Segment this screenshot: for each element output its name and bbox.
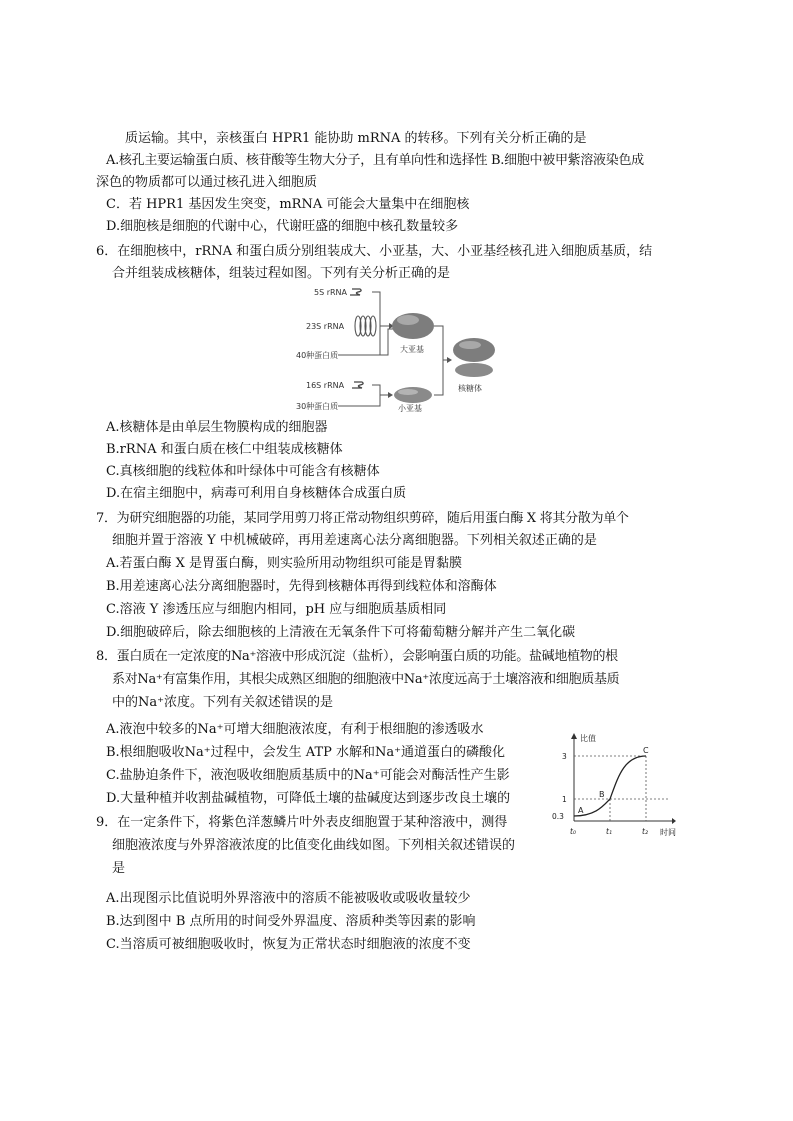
y-tick-label: 3 [562,752,567,761]
q7-option-c: C.溶液 Y 渗透压应与细胞内相同，pH 应与细胞质基质相同 [106,602,447,617]
q8-option-b: B.根细胞吸收Na⁺过程中，会发生 ATP 水解和Na⁺通道蛋白的磷酸化 [106,745,506,760]
y-tick-label: 1 [562,795,567,804]
label-23s-rrna: 23S rRNA [306,322,345,331]
q6-option-c: C.真核细胞的线粒体和叶绿体中可能含有核糖体 [106,464,380,479]
q5-stem-line: 质运输。其中，亲核蛋白 HPR1 能协助 mRNA 的转移。下列有关分析正确的是 [125,131,587,146]
x-axis-arrow-icon [672,818,676,824]
q8-stem-cont2: 中的Na⁺浓度。下列有关叙述错误的是 [112,695,333,710]
q9-option-b: B.达到图中 B 点所用的时间受外界温度、溶质种类等因素的影响 [106,914,476,929]
label-ribosome: 核糖体 [458,384,482,393]
q8-option-a: A.液泡中较多的Na⁺可增大细胞液浓度，有利于根细胞的渗透吸水 [106,722,484,737]
point-label-c: C [643,746,649,755]
q9-option-a: A.出现图示比值说明外界溶液中的溶质不能被吸收或吸收量较少 [106,891,471,906]
y-axis-label: 比值 [580,734,596,743]
q9-stem-cont: 细胞液浓度与外界溶液浓度的比值变化曲线如图。下列相关叙述错误的 [112,838,516,853]
q5-option-a-b: A.核孔主要运输蛋白质、核苷酸等生物大分子，且有单向性和选择性 B.细胞中被甲紫溶液染色成 [106,153,644,168]
point-label-a: A [578,806,584,815]
x-tick-label: t₀ [570,827,576,836]
ribosome-assembly-diagram [288,284,508,414]
q7-option-a: A.若蛋白酶 X 是胃蛋白酶，则实验所用动物组织可能是胃黏膜 [106,556,463,571]
rrna-23s-coil-icon [355,316,376,336]
rrna-5s-icon [350,289,361,295]
large-subunit-shape [392,313,434,339]
q7-stem-cont: 细胞并置于溶液 Y 中机械破碎，再用差速离心法分离细胞器。下列相关叙述正确的是 [112,533,597,548]
q7-option-d: D.细胞破碎后，除去细胞核的上清液在无氧条件下可将葡萄糖分解并产生二氧化碳 [106,625,576,640]
q6-option-b: B.rRNA 和蛋白质在核仁中组装成核糖体 [106,442,343,457]
q9-option-c: C.当溶质可被细胞吸收时，恢复为正常状态时细胞液的浓度不变 [106,937,471,952]
q5-option-c: C．若 HPR1 基因发生突变，mRNA 可能会大量集中在细胞核 [106,197,470,212]
label-16s-rrna: 16S rRNA [306,381,345,390]
q9-stem: 9．在一定条件下，将紫色洋葱鳞片叶外表皮细胞置于某种溶液中，测得 [96,815,508,830]
ratio-time-chart [548,728,688,838]
ribosome-shape [453,338,495,377]
q5-option-b-cont: 深色的物质都可以通过核孔进入细胞质 [96,175,318,190]
label-large-subunit: 大亚基 [400,345,424,354]
q8-option-c: C.盐胁迫条件下，液泡吸收细胞质基质中的Na⁺可能会对酶活性产生影 [106,768,510,783]
point-label-b: B [599,790,605,799]
x-tick-label: t₁ [606,827,612,836]
label-small-subunit: 小亚基 [398,404,422,413]
q6-option-d: D.在宿主细胞中，病毒可利用自身核糖体合成蛋白质 [106,486,407,501]
q5-option-d: D.细胞核是细胞的代谢中心，代谢旺盛的细胞中核孔数量较多 [106,219,459,234]
y-tick-label: 0.3 [552,812,564,821]
q7-option-b: B.用差速离心法分离细胞器时，先得到核糖体再得到线粒体和溶酶体 [106,579,497,594]
rrna-16s-icon [352,382,363,388]
label-30-proteins: 30种蛋白质 [296,402,339,411]
q6-stem-cont: 合并组装成核糖体，组装过程如图。下列有关分析正确的是 [112,266,451,281]
q6-stem: 6．在细胞核中，rRNA 和蛋白质分别组装成大、小亚基，大、小亚基经核孔进入细胞质基质，结 [96,244,653,259]
x-axis-label: 时间 [660,828,676,837]
label-40-proteins: 40种蛋白质 [296,351,339,360]
y-axis-arrow-icon [571,733,577,739]
label-5s-rrna: 5S rRNA [314,288,348,297]
x-tick-label: t₂ [642,827,648,836]
q8-option-d: D.大量种植并收割盐碱植物，可降低土壤的盐碱度达到逐步改良土壤的 [106,791,511,806]
q8-stem: 8．蛋白质在一定浓度的Na⁺溶液中形成沉淀（盐析），会影响蛋白质的功能。盐碱地植物的根 [96,649,618,664]
q9-stem-cont2: 是 [112,861,126,876]
q7-stem: 7．为研究细胞器的功能，某同学用剪刀将正常动物组织剪碎，随后用蛋白酶 X 将其分散为单个 [96,511,629,526]
small-subunit-shape [394,387,432,403]
q8-stem-cont: 系对Na⁺有富集作用，其根尖成熟区细胞的细胞液中Na⁺浓度远高于土壤溶液和细胞质基质 [112,672,620,687]
q6-option-a: A.核糖体是由单层生物膜构成的细胞器 [106,420,328,435]
